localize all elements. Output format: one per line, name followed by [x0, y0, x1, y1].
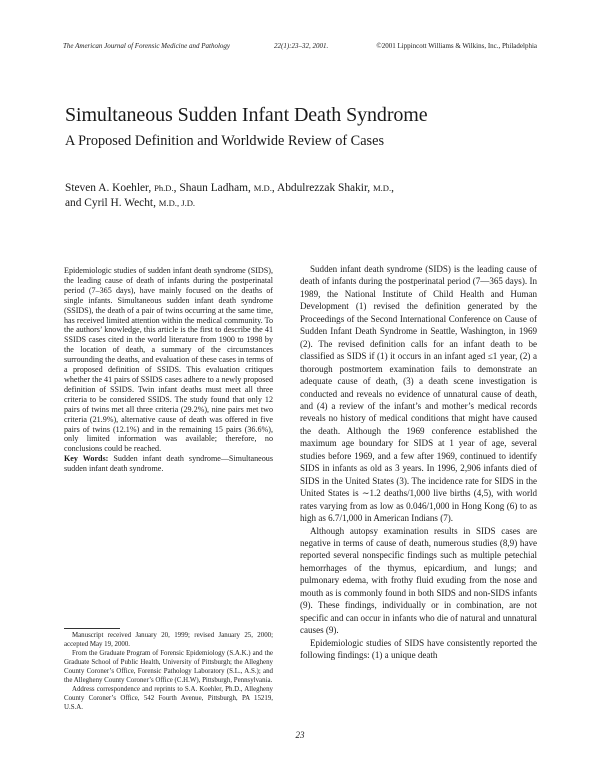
running-head [63, 42, 537, 54]
author-name: and Cyril H. Wecht, [65, 197, 156, 209]
body-text-column [300, 263, 537, 662]
abstract-text: Epidemiologic studies of sudden infant death syndrome (SIDS), the leading cause of death of infants during the postperinatal period (7–365 days), have mainly focused on the deaths of single infants. Simultaneous sudden infant death syndrome (SSIDS), the death of a pair of twins occurring at the same time, has received limited attention within the medical community. To the authors’ knowledge, this article is the first to describe the 41 SSIDS cases cited in the world literature from 1900 to 1998 by the location of death, a summary of the circumstances surrounding the deaths, and evaluation of these cases in terms of a proposed definition of SSIDS. This evaluation critiques whether the 41 pairs of SSIDS cases adhere to a newly proposed definition of SSIDS. Twin infant deaths must meet all three criteria to be considered SSIDS. The study found that only 12 pairs of twins met all three criteria (29.2%), nine pairs met two criteria (21.9%), alternative cause of death was offered in five pairs of twins (12.1%) and in the remaining 15 pairs (36.6%), only limited information was available; therefore, no conclusions could be reached. [64, 266, 273, 454]
body-paragraph: Epidemiologic studies of SIDS have consistently reported the following findings: (1) a unique death [300, 637, 537, 661]
body-paragraph: Although autopsy examination results in SIDS cases are negative in terms of cause of death, numerous studies (8,9) have reported several nonspecific findings such as multiple petechial hemorrhages of the thymus, epicardium, and lungs; and pulmonary edema, with frothy fluid exuding from the nose and mouth as is commonly found in both SIDS and non-SIDS infants (9). These findings, individually or in combination, are not specific and can occur in infants who die of natural and unnatural causes (9). [300, 525, 537, 636]
footnote-divider [64, 628, 120, 629]
author-degree: M.D., J.D. [158, 198, 196, 208]
author-name: Shaun Ladham, [179, 182, 251, 194]
copyright-line: ©2001 Lippincott Williams & Wilkins, Inc., Philadelphia [376, 42, 537, 50]
author-list: Steven A. Koehler, Ph.D., Shaun Ladham, M.D., Abdulrezzak Shakir, M.D., and Cyril H. Wecht, M.D., J.D. [65, 182, 395, 209]
footnote-correspondence: Address correspondence and reprints to S.A. Koehler, Ph.D., Allegheny County Coroner’s Office, 542 Fourth Avenue, Pittsburgh, PA 15219, U.S.A. [64, 686, 273, 711]
keywords-text: Sudden infant death syndrome—Simultaneous sudden infant death syndrome. [64, 454, 273, 474]
volume-info: 22(1):23–32, 2001. [274, 42, 329, 50]
keywords-label: Key Words: [64, 454, 109, 464]
footnote-received: Manuscript received January 20, 1999; revised January 25, 2000; accepted May 19, 2000. [64, 632, 273, 648]
author-name: Abdulrezzak Shakir, [276, 182, 371, 194]
author-degree: Ph.D. [154, 183, 174, 193]
page-number: 23 [295, 730, 305, 740]
author-name: Steven A. Koehler, [65, 182, 152, 194]
journal-name: The American Journal of Forensic Medicine and Pathology [63, 42, 230, 50]
author-degree: M.D. [373, 183, 392, 193]
article-subtitle: A Proposed Definition and Worldwide Review of Cases [65, 133, 385, 149]
footnotes [64, 631, 273, 712]
footnote-affiliations: From the Graduate Program of Forensic Epidemiology (S.A.K.) and the Graduate School of Public Health, University of Pittsburgh; the Allegheny County Coroner’s Office, Forensic Pathology Laboratory (S.L., A.S.); and the Allegheny County Coroner’s Office (C.H.W), Pittsburgh, Pennsylvania. [64, 650, 273, 684]
article-title: Simultaneous Sudden Infant Death Syndrome [65, 104, 428, 126]
author-degree: M.D. [253, 183, 272, 193]
body-paragraph: Sudden infant death syndrome (SIDS) is the leading cause of death of infants during the postperinatal period (7—365 days). In 1989, the National Institute of Child Health and Human Development (1) revised the definition generated by the Proceedings of the Second International Conference on Cause of Sudden Infant Death Syndrome in Seattle, Washington, in 1969 (2). The revised definition calls for an infant death to be classified as SIDS if (1) it occurs in an infant aged ≤1 year, (2) a thorough postmortem examination fails to demonstrate an adequate cause of death, (3) a death scene investigation is conducted and reveals no evidence of unnatural cause of death, and (4) a review of the infant’s and mother’s medical records reveals no history of medical conditions that might have caused the death. Although the 1969 conference established the maximum age boundary for SIDS at 1 year of age, several studies before 1969, and a few after 1969, continued to identify SIDS in infants as old as 3 years. In 1996, 2,906 infants died of SIDS in the United States (3). The incidence rate for SIDS in the United States is ∼1.2 deaths/1,000 live births (4,5), with world rates varying from as low as 0.046/1,000 in Hong Kong (6) to as high as 6.7/1,000 in American Indians (7). [300, 264, 537, 524]
abstract [64, 266, 273, 474]
